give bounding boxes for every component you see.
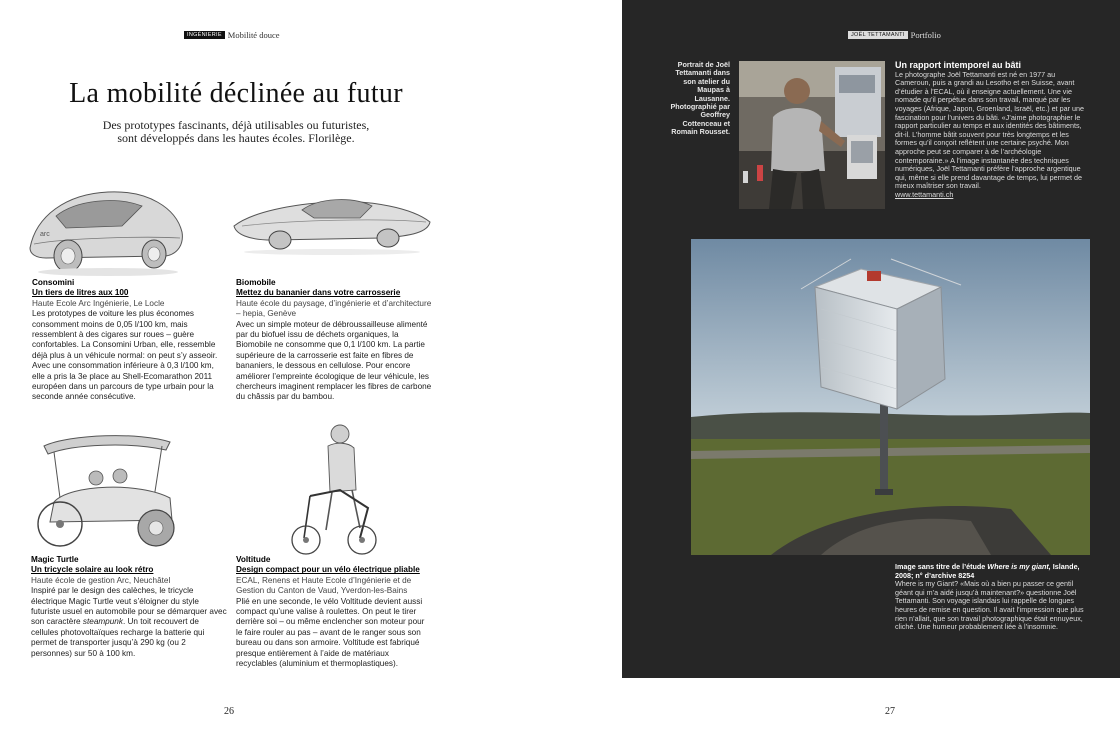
vehicle-headline: Design compact pour un vélo électrique pliable [236,565,420,575]
aside-body: Le photographe Joël Tettamanti est né en 1977 au Cameroun, puis a grandi au Lesotho et en Suisse, avant d’étudier à l’ECAL, où il enseigne actuellement. Une vie nomade qu’il perpétue dans son travail, marqué par les voyages (Afrique, Japon, Groenland, Israël, etc.) et par une fascination pour l’univers du bâti. «J’aime photographier le rapport particulier au temps et aux identités des bâtiments, dit-il. L’homme bâtit souvent pour très longtemps et les formes qu’il conçoit reflètent une certaine psyché. Mon approche peut se comparer à de l’archéologie contemporaine.» A l’image instantanée des techniques numériques, Joël Tettamanti préfère l’approche argentique qui, même si elle prend davantage de temps, lui permet de mieux maîtriser son travail. [895,69,1084,191]
caption-title [895,562,1080,580]
vehicle-body-start: Inspiré par le design des calèches, le tricycle électrique Magic Turtle veut s’éloigner du style futuriste usuel en automobile pour se démarquer avec son caractère [31,586,227,627]
biomobile-article [236,278,432,403]
portrait-caption: Portrait de Joël Tettamanti dans son atelier du Maupas à Lausanne. Photographié par Geoffrey Cottenceau et Romain Rousset. [670,60,730,137]
subtitle-line-1: Des prototypes fascinants, déjà utilisables ou futuristes, [102,118,370,132]
biography-aside [895,60,1091,200]
landscape-photo [691,239,1090,555]
vehicle-school: Haute école du paysage, d’ingénierie et d’architecture – hepia, Genève [236,298,432,319]
vehicle-name: Consomini [32,278,75,287]
consomini-article [32,278,228,403]
vehicle-body: Les prototypes de voiture les plus économes consomment moins de 0,05 l/100 km, mais ressemblent à des cigares sur roues – guère confortables. La Consomini Urban, elle, ressemble déjà plus à un véhicule normal: on peut s’y asseoir. Avec une consommation inférieure à 0,3 l/100 km, elle a pris la 3e place au Shell-Ecomarathon 2011 européen dans un parcours de type urbain pour la seconde année consécutive. [32,309,218,402]
rubric [848,30,941,40]
vehicle-name: Voltitude [236,555,271,564]
vehicle-headline: Un tricycle solaire au look rétro [31,565,154,575]
magic-turtle-article [31,555,227,659]
page-title: La mobilité déclinée au futur [69,78,403,109]
page-number-right: 27 [885,706,895,717]
vehicle-school: Haute Ecole Arc Ingénierie, Le Locle [32,298,165,308]
rubric [184,30,280,40]
vehicle-body-end: . Un toit recouvert de cellules photovoltaïques recharge la batterie qui permet de transporter jusqu’à 290 kg (ou 2 personnes) sur 50 à 100 km. [31,617,205,658]
magic-turtle-tricycle-illustration [30,428,180,552]
voltitude-article [236,555,432,669]
vehicle-body: Avec un simple moteur de débroussailleuse alimenté par du biofuel issu de déchets organiques, la Biomobile ne consomme que 0,1 l/100 km. La partie supérieure de la carrosserie est faite en fibres de bananiers, le dessous en cellulose. Pour encore améliorer l’empreinte écologique de leur véhicule, les chercheurs imaginent remplacer les fibres de carbone du châssis par du bambou. [236,319,432,402]
landscape-caption [895,563,1091,632]
vehicle-name: Magic Turtle [31,555,79,564]
vehicle-school: ECAL, Renens et Haute Ecole d’Ingénierie et de Gestion du Canton de Vaud, Yverdon-les-Bains [236,575,412,596]
right-page [622,0,1120,746]
vehicle-body [31,586,227,659]
vehicle-headline: Mettez du bananier dans votre carrosserie [236,288,401,298]
vehicle-school: Haute école de gestion Arc, Neuchâtel [31,575,171,585]
caption-title-start: Image sans titre de l’étude [895,562,988,571]
voltitude-bike-illustration [290,420,386,560]
portrait-photo [739,61,885,209]
vehicle-headline: Un tiers de litres aux 100 [32,288,129,298]
page-number-left: 26 [224,706,234,717]
rubric-tag: JOËL TETTAMANTI [848,31,908,39]
subtitle-line-2: sont développés dans les hautes écoles. Florilège. [117,131,355,145]
vehicle-body-emphasis: steampunk [82,617,123,627]
rubric-section: Portfolio [910,30,941,40]
caption-title-end: Islande, 2008; n° d’archive 8254 [895,562,1080,580]
rubric-tag: INGÉNIERIE [184,31,225,39]
biomobile-car-illustration [232,192,432,258]
page-subtitle [60,119,412,145]
vehicle-name: Biomobile [236,278,276,287]
rubric-section: Mobilité douce [227,30,280,40]
website-link[interactable]: www.tettamanti.ch [895,189,954,199]
vehicle-body: Plié en une seconde, le vélo Voltitude devient aussi compact qu’une valise à roulettes. On peut le tirer derrière soi – ou même enclencher son moteur pour le faire rouler au pas – avant de le ranger sous son bureau ou dans son armoire. Voltitude est fabriqué presque entièrement à l’aide de matériaux recyclables (aluminium et thermoplastiques). [236,596,425,669]
caption-body: Where is my Giant? «Mais où a bien pu passer ce gentil géant qui m’a aidé jusqu’à maintenant?» questionne Joël Tettamanti. Son voyage islandais lui rappelle de longues heures de remise en question. Il avait l’impression que plus rien n’allait, que son travail photographique était ennuyeux, cliché. Une humeur probablement liée à l’insomnie. [895,579,1084,632]
caption-title-emphasis: Where is my giant, [987,562,1051,571]
consomini-car-illustration [26,186,188,278]
svg-text:arc: arc [40,231,50,238]
aside-title: Un rapport intemporel au bâti [895,60,1022,70]
